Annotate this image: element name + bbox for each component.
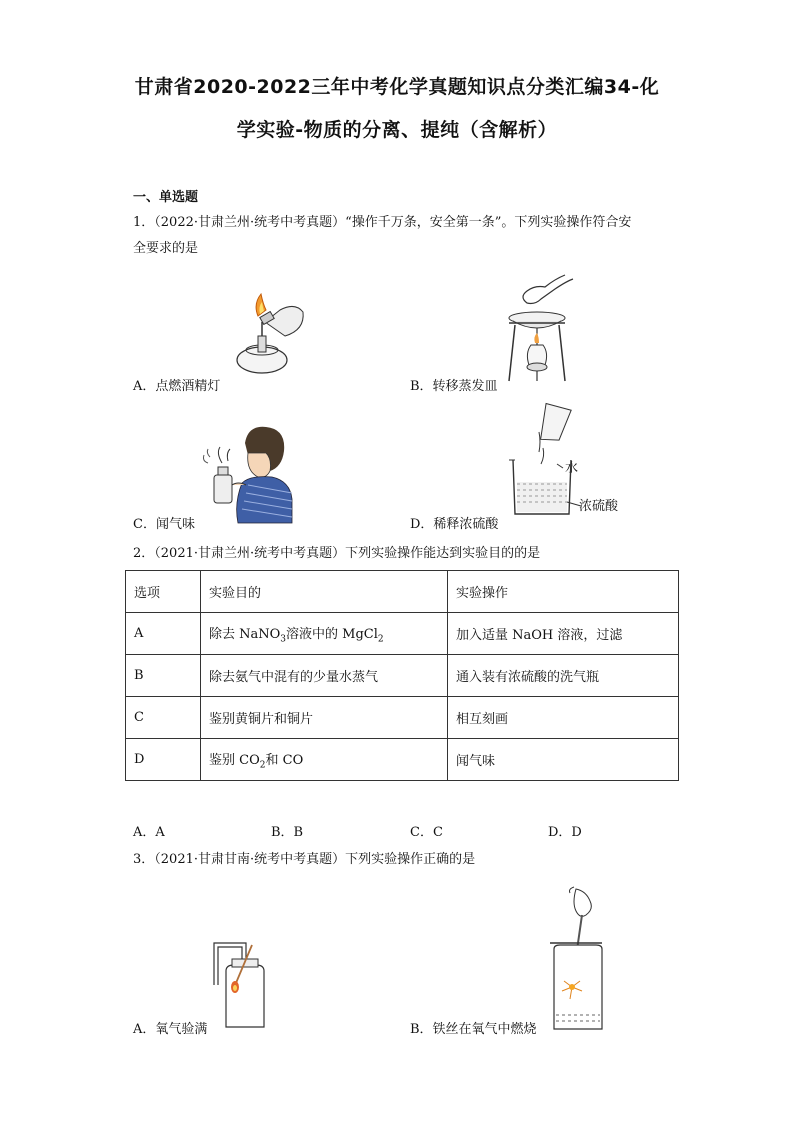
question-3-stem: 3．（2021·甘肃甘南·统考中考真题）下列实验操作正确的是 [133, 852, 476, 867]
section-heading: 一、单选题 [133, 190, 199, 205]
table-row [126, 655, 679, 697]
oxygen-check-figure [212, 945, 272, 1030]
evaporating-dish-figure [505, 273, 580, 385]
q1-option-a[interactable]: A．点燃酒精灯 [133, 379, 221, 394]
q2-answer-d[interactable]: D．D [548, 825, 582, 840]
dilute-acid-figure [505, 402, 630, 517]
table-row [126, 613, 679, 655]
row-purpose: 除去氨气中混有的少量水蒸气 [201, 655, 448, 697]
question-1-line2: 全要求的是 [133, 241, 199, 256]
q3-option-b[interactable]: B．铁丝在氧气中燃烧 [410, 1022, 537, 1037]
q1-option-d[interactable]: D．稀释浓硫酸 [410, 517, 499, 532]
question-1-line1: 1．（2022·甘肃兰州·统考中考真题）“操作千万条，安全第一条”。下列实验操作符合安 [133, 215, 632, 230]
header-operation: 实验操作 [448, 571, 679, 613]
table-row [126, 697, 679, 739]
row-operation: 加入适量 NaOH 溶液，过滤 [448, 613, 679, 655]
header-option: 选项 [126, 571, 201, 613]
row-purpose: 鉴别 $CO_2$和 CO [201, 739, 448, 781]
document-title-line2: 学实验-物质的分离、提纯（含解析） [236, 119, 558, 141]
q2-table [125, 570, 679, 781]
q2-answer-a[interactable]: A．A [133, 825, 165, 840]
q2-answer-c[interactable]: C．C [410, 825, 443, 840]
row-purpose: 鉴别黄铜片和铜片 [201, 697, 448, 739]
row-operation: 通入装有浓硫酸的洗气瓶 [448, 655, 679, 697]
row-operation: 闻气味 [448, 739, 679, 781]
row-purpose: 除去 NaNO$_3$溶液中的 MgCl$_2$ [201, 613, 448, 655]
row-operation: 相互刻画 [448, 697, 679, 739]
acid-label: 浓硫酸 [579, 499, 619, 514]
question-1-stem [133, 210, 673, 262]
table-header-row [126, 571, 679, 613]
iron-wire-burning-figure [540, 887, 620, 1037]
table-row [126, 739, 679, 781]
q1-option-b[interactable]: B．转移蒸发皿 [410, 379, 498, 394]
water-label: 水 [565, 461, 579, 476]
alcohol-lamp-figure [225, 292, 310, 382]
document-title-line1: 甘肃省2020-2022三年中考化学真题知识点分类汇编34-化 [134, 76, 660, 98]
question-2-stem: 2．（2021·甘肃兰州·统考中考真题）下列实验操作能达到实验目的的是 [133, 546, 541, 561]
row-option: D [126, 739, 201, 781]
row-option: C [126, 697, 201, 739]
q3-option-a[interactable]: A．氧气验满 [133, 1022, 208, 1037]
smelling-gas-figure [200, 423, 295, 523]
q2-answer-b[interactable]: B．B [271, 825, 304, 840]
header-purpose: 实验目的 [201, 571, 448, 613]
q1-option-c[interactable]: C．闻气味 [133, 517, 195, 532]
row-option: A [126, 613, 201, 655]
row-option: B [126, 655, 201, 697]
